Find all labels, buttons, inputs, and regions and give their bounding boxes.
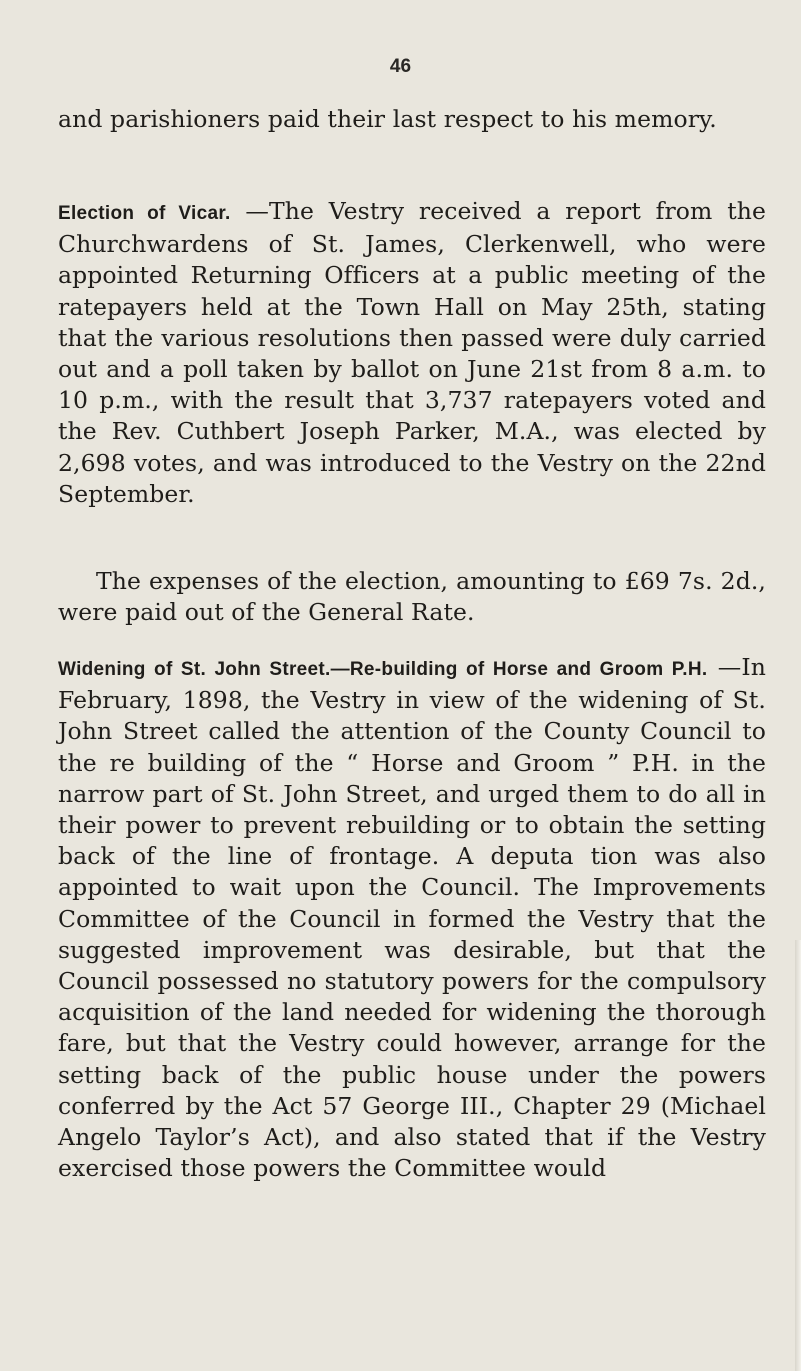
paragraph-text: —In February, 1898, the Vestry in view of the widening of St. John Street called the attention of the County Council to the re building of the “ Horse and Groom ” P.H. in the narrow part of St. John Street, and urged them to do all in their power to prevent rebuilding or to obtain the setting back of the line of frontage. A deputa tion was also appointed to wait upon the Council. The Improvements Committee of the Council in formed the Vestry that the suggested improvement was desirable, but that the Council possessed no statutory powers for the compulsory acquisition of the land needed for widening the thorough fare, but that the Vestry could however, arrange for the setting back of the public house under the powers conferred by the Act 57 George III., Chapter 29 (Michael Angelo Taylor’s Act), and also stated that if the Vestry exercised those powers the Committee would [58,653,766,1183]
paragraph-text: and parishioners paid their last respect to his memory. [58,105,717,133]
paragraph-text: The expenses of the election, amounting to £69 7s. 2d., were paid out of the General Rate. [58,567,766,627]
section-heading-election-of-vicar: Election of Vicar. [58,203,231,224]
page-edge-shadow [795,940,801,1371]
paragraph-continuation [58,104,766,135]
paragraph-election-of-vicar [58,196,766,510]
page-number: 46 [389,56,412,77]
paragraph-text: —The Vestry received a report from the Churchwardens of St. James, Clerkenwell, who were appointed Returning Officers at a public meeting of the ratepayers held at the Town Hall on May 25th, stating that the various resolutions then passed were duly carried out and a poll taken by ballot on June 21st from 8 a.m. to 10 p.m., with the result that 3,737 ratepayers voted and the Rev. Cuthbert Joseph Parker, M.A., was elected by 2,698 votes, and was introduced to the Vestry on the 22nd September. [58,197,766,508]
paragraph-election-expenses [58,566,766,628]
section-heading-widening-st-john-street: Widening of St. John Street.—Re-building of Horse and Groom P.H. [58,659,708,680]
paragraph-widening-st-john-street [58,652,766,1184]
